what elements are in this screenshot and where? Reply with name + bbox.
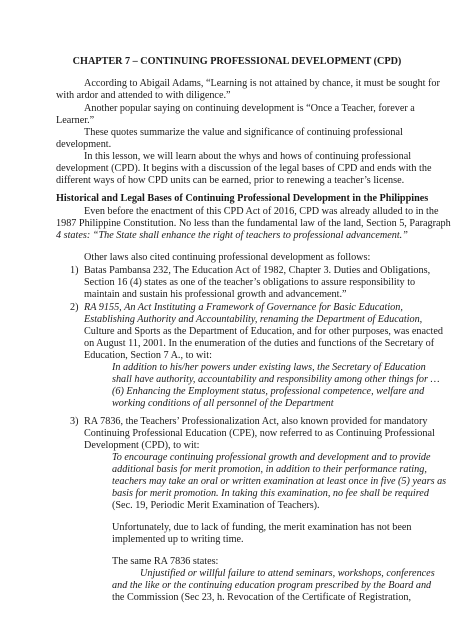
quote-line: (6) Enhancing the Employment status, professional competence, welfare and [112, 386, 425, 397]
list-line: Development (CPD), to wit: [84, 440, 200, 451]
list-line: Establishing Authority and Accountability, renaming the Department of Education, [84, 314, 423, 325]
list-line: maintain and sustain his professional growth and advancement.” [84, 289, 347, 300]
list-line: RA 9155, An Act Instituting a Framework of Governance for Basic Education, [84, 302, 403, 313]
after-line: Unfortunately, due to lack of funding, the merit examination has not been [112, 522, 412, 533]
list-line: Batas Pambansa 232, The Education Act of 1982, Chapter 3. Duties and Obligations, [84, 265, 431, 276]
section-line: 4 states: “The State shall enhance the right of teachers to professional advancement.” [56, 230, 408, 241]
intro-line: In this lesson, we will learn about the whys and hows of continuing professional [84, 151, 412, 162]
quote-line: basis for merit promotion. In taking this examination, no fee shall be required [112, 488, 429, 499]
section-heading: Historical and Legal Bases of Continuing Professional Development in the Philippines [56, 193, 429, 204]
list-number: 1) [70, 265, 79, 276]
other-laws-intro: Other laws also cited continuing professional development as follows: [84, 252, 371, 263]
quote-line: Unjustified or willful failure to attend seminars, workshops, conferences [140, 568, 435, 579]
list-line: Continuing Professional Education (CPE), now referred to as Continuing Professional [84, 428, 435, 439]
intro-line: different ways of how CPD units can be earned, prior to renewing a teacher’s license. [56, 175, 405, 186]
quote-line: working conditions of all personnel of the Department [112, 398, 334, 409]
quote-line: (Sec. 19, Periodic Merit Examination of Teachers). [112, 500, 320, 511]
intro-line: Learner.” [56, 115, 95, 126]
intro-line: Another popular saying on continuing development is “Once a Teacher, forever a [84, 103, 415, 114]
section-line: Even before the enactment of this CPD Act of 2016, CPD was already alluded to in the [84, 206, 439, 217]
intro-line: These quotes summarize the value and significance of continuing professional [84, 127, 403, 138]
intro-line: development (CPD). It begins with a discussion of the legal bases of CPD and ends with the [56, 163, 432, 174]
quote-line: the Commission (Sec 23, h. Revocation of the Certificate of Registration, [112, 592, 412, 603]
quote-line: In addition to his/her powers under existing laws, the Secretary of Education [112, 362, 426, 373]
quote-line: teachers may take an oral or written examination at least once in five (5) years as [112, 476, 447, 487]
same-ra-line: The same RA 7836 states: [112, 556, 219, 567]
section-line: 1987 Philippine Constitution. No less than the fundamental law of the land, Section 5, Paragraph [56, 218, 451, 229]
list-line: on August 11, 2001. In the enumeration of the duties and functions of the Secretary of [84, 338, 435, 349]
quote-line: To encourage continuing professional growth and development and to provide [112, 452, 431, 463]
intro-line: with ardor and attended to with diligence.” [56, 90, 231, 101]
after-line: implemented up to writing time. [112, 534, 244, 545]
list-line: Section 16 (4) states as one of the teacher’s obligations to assure responsibility to [84, 277, 416, 288]
list-line: Culture and Sports as the Department of Education, and for other purposes, was enacted [84, 326, 444, 337]
list-line: Education, Section 7 A., to wit: [84, 350, 212, 361]
page-title: CHAPTER 7 – CONTINUING PROFESSIONAL DEVELOPMENT (CPD) [72, 56, 402, 67]
intro-line: development. [56, 139, 112, 150]
intro-line: According to Abigail Adams, “Learning is not attained by chance, it must be sought for [84, 78, 440, 89]
quote-line: additional basis for merit promotion, in addition to their performance rating, [112, 464, 427, 475]
list-number: 3) [70, 416, 79, 427]
quote-line: and the like or the continuing education program prescribed by the Board and [112, 580, 432, 591]
quote-line: shall have authority, accountability and responsibility among other things for … [112, 374, 440, 385]
list-line: RA 7836, the Teachers’ Professionalization Act, also known provided for mandatory [84, 416, 428, 427]
list-number: 2) [70, 302, 79, 313]
